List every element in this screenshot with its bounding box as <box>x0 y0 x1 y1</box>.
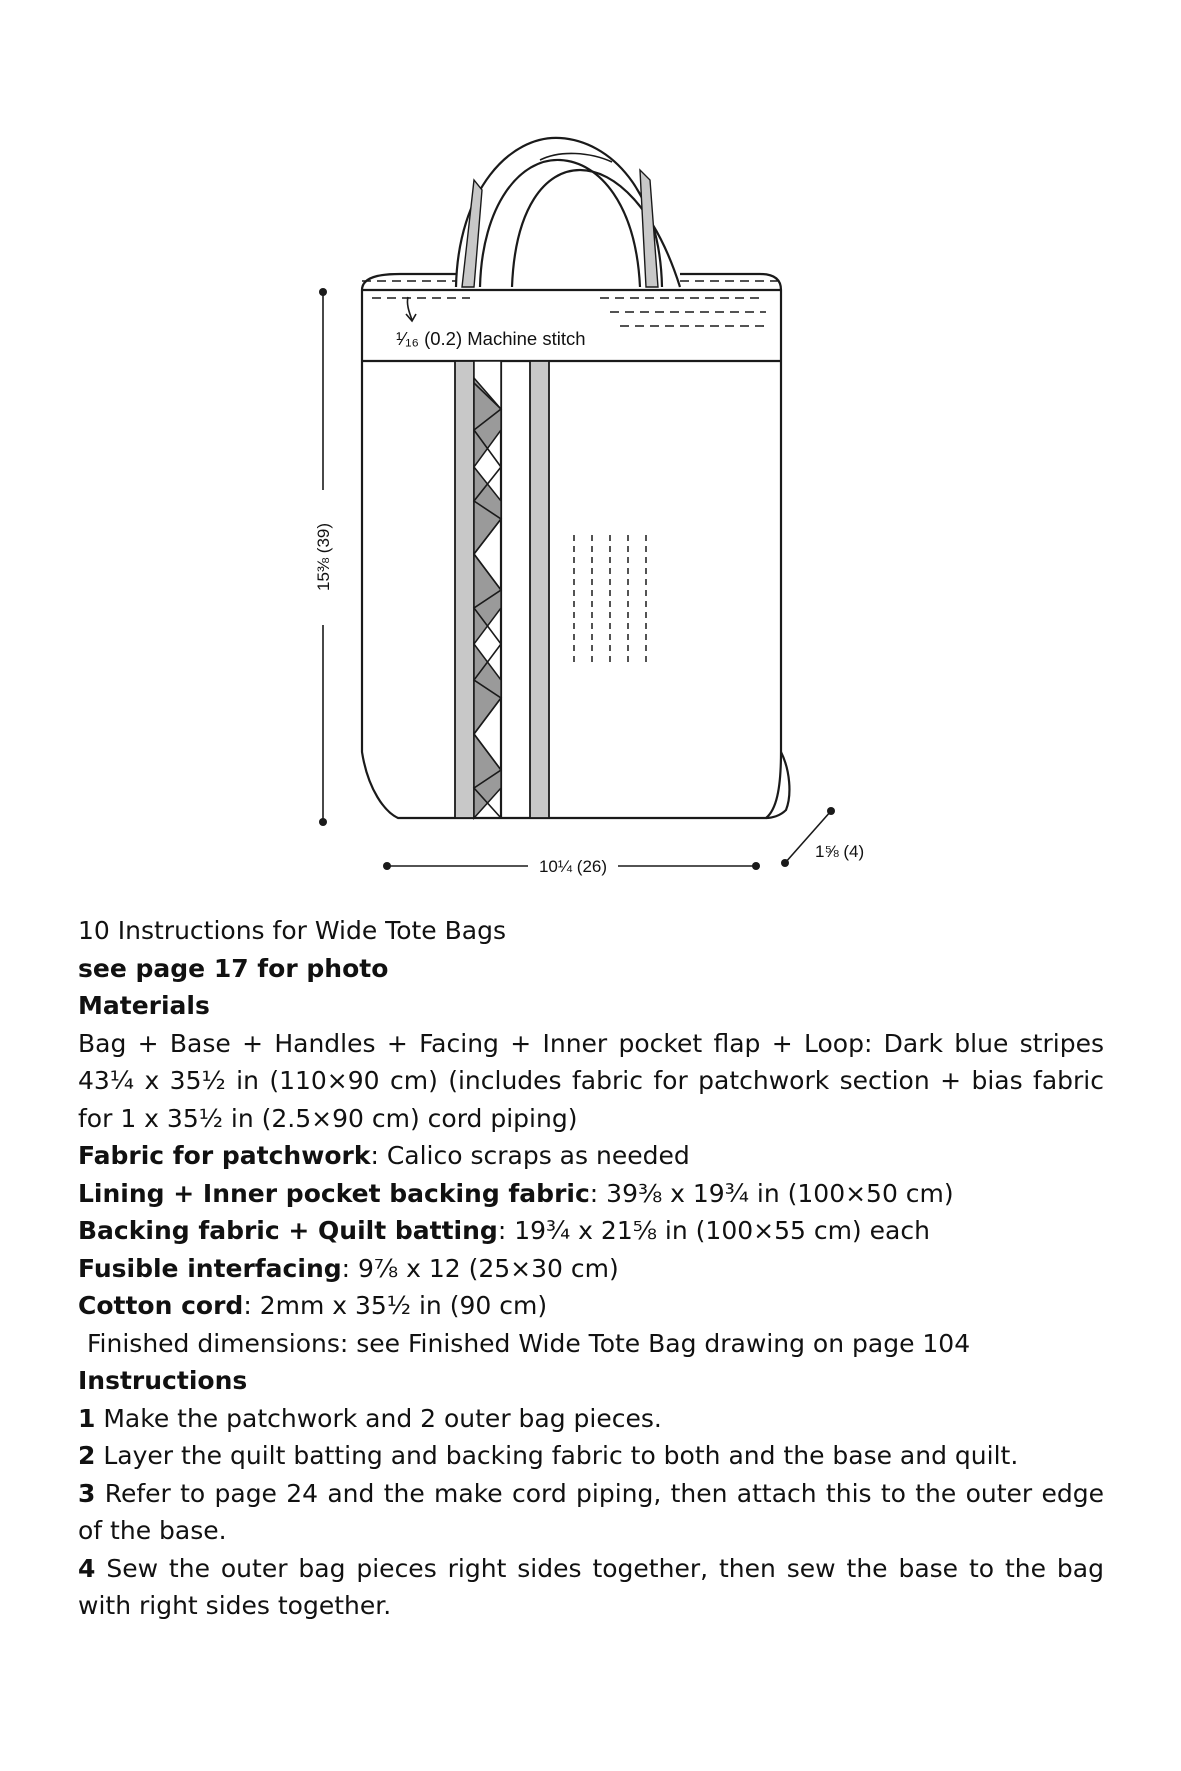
material-label: Cotton cord <box>78 1291 244 1320</box>
stitch-label: ¹⁄₁₆ (0.2) Machine stitch <box>396 328 586 349</box>
step-text: Layer the quilt batting and backing fabric to both and the base and quilt. <box>95 1441 1019 1470</box>
width-label: 10¼ (26) <box>538 857 608 876</box>
bag-body <box>362 290 789 818</box>
step-item <box>78 1400 1104 1438</box>
material-value: : Calico scraps as needed <box>370 1141 690 1170</box>
step-number: 3 <box>78 1478 96 1508</box>
material-item <box>78 1175 1104 1213</box>
material-label: Fusible interfacing <box>78 1253 342 1283</box>
quilting-lines <box>574 535 646 665</box>
photo-reference: see page 17 for photo <box>78 953 389 983</box>
page-heading: 10 Instructions for Wide Tote Bags <box>78 916 506 945</box>
instructions-text <box>78 912 1104 1625</box>
height-label: 15⅜ (39) <box>314 522 333 592</box>
step-item <box>78 1437 1104 1475</box>
step-number: 1 <box>78 1403 96 1433</box>
step-number: 4 <box>78 1553 96 1583</box>
depth-label: 1⅝ (4) <box>815 842 865 861</box>
finished-dimensions: Finished dimensions: see Finished Wide Tote Bag drawing on page 104 <box>87 1328 971 1358</box>
handles <box>456 138 680 287</box>
material-item <box>78 1137 1104 1175</box>
material-value: : 19¾ x 21⅝ in (100×55 cm) each <box>497 1216 930 1245</box>
step-text: Refer to page 24 and the make cord piping, then attach this to the outer edge of the base. <box>78 1478 1104 1545</box>
step-item <box>78 1475 1104 1550</box>
step-text: Make the patchwork and 2 outer bag pieces. <box>95 1403 662 1433</box>
material-label: Fabric for patchwork <box>78 1141 371 1170</box>
materials-title: Materials <box>78 991 210 1020</box>
step-number: 2 <box>78 1441 96 1470</box>
material-label: Lining + Inner pocket backing fabric <box>78 1178 590 1208</box>
bag-rim <box>362 274 781 290</box>
material-value: : 9⅞ x 12 (25×30 cm) <box>341 1253 619 1283</box>
patchwork-strip <box>455 361 549 818</box>
material-label: Backing fabric + Quilt batting <box>78 1216 498 1245</box>
materials-main: Bag + Base + Handles + Facing + Inner pocket flap + Loop: Dark blue stripes 43¼ x 35½ in (110×90 cm) (includes fabric for patchwork section + bias fabric for 1 x 35½ in (2.5×90 cm) cord piping) <box>78 1028 1104 1133</box>
material-item <box>78 1250 1104 1288</box>
material-item <box>78 1212 1104 1250</box>
material-value: : 2mm x 35½ in (90 cm) <box>243 1291 548 1320</box>
instructions-title: Instructions <box>78 1366 248 1395</box>
step-item <box>78 1550 1104 1625</box>
material-value: : 39⅜ x 19¾ in (100×50 cm) <box>589 1178 954 1208</box>
material-item <box>78 1287 1104 1325</box>
step-text: Sew the outer bag pieces right sides together, then sew the base to the bag with right sides together. <box>78 1553 1104 1620</box>
